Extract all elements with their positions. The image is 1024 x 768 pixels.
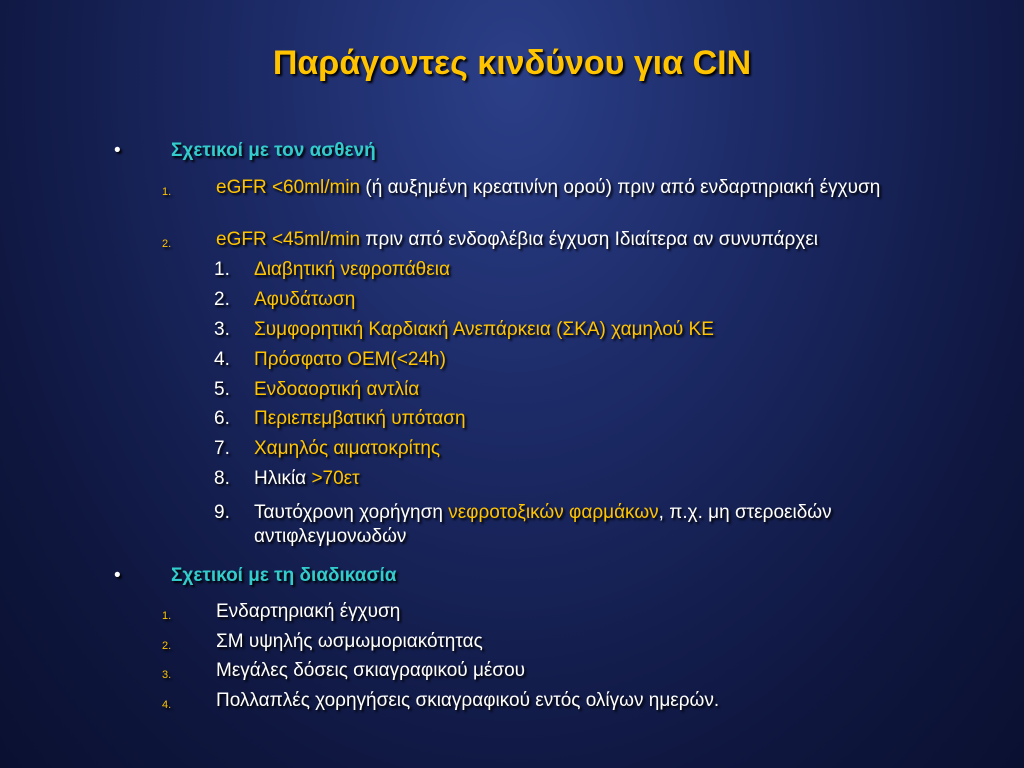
list-number: 2.: [162, 640, 172, 652]
sub-item-text: Αφυδάτωση: [254, 289, 356, 310]
list-number: 1.: [162, 186, 172, 198]
sub-list-number: 3.: [214, 319, 230, 340]
sub-item-text: Διαβητική νεφροπάθεια: [254, 259, 450, 280]
bullet-icon: •: [114, 140, 121, 161]
highlight-text: >70ετ: [311, 468, 360, 489]
list-number: 1.: [162, 610, 172, 622]
section-heading-text: Σχετικοί με τον ασθενή: [171, 140, 376, 161]
highlight-text: eGFR <45ml/min: [216, 229, 361, 250]
item-text: Ενδαρτηριακή έγχυση: [216, 601, 401, 622]
bullet-icon: •: [114, 565, 121, 586]
sub-item-text: Περιεπεμβατική υπόταση: [254, 408, 466, 429]
sub-list-number: 8.: [214, 468, 230, 489]
sub-list-number: 4.: [214, 349, 230, 370]
section-heading-text: Σχετικοί με τη διαδικασία: [171, 565, 397, 586]
sub-list-number: 9.: [214, 502, 230, 523]
sub-item-text: Συμφορητική Καρδιακή Ανεπάρκεια (ΣΚΑ) χαμηλού ΚΕ: [254, 319, 714, 340]
sub-list-number: 5.: [214, 379, 230, 400]
sub-list-number: 1.: [214, 259, 230, 280]
list-number: 4.: [162, 699, 172, 711]
sub-list-number: 2.: [214, 289, 230, 310]
highlight-text: νεφροτοξικών φαρμάκων: [448, 502, 659, 523]
item-text: Μεγάλες δόσεις σκιαγραφικού μέσου: [216, 660, 526, 681]
sub-item-text: , π.χ. μη στεροειδών αντιφλεγμονωδών: [254, 502, 832, 547]
item-text: (ή αυξημένη κρεατινίνη ορού) πριν από ενδαρτηριακή έγχυση: [360, 177, 881, 198]
sub-item-text: Χαμηλός αιματοκρίτης: [254, 438, 441, 459]
list-number: 2.: [162, 238, 172, 250]
sub-list-number: 7.: [214, 438, 230, 459]
item-text: Πολλαπλές χορηγήσεις σκιαγραφικού εντός ολίγων ημερών.: [216, 690, 720, 711]
item-text: ΣΜ υψηλής ωσμωμοριακότητας: [216, 631, 483, 652]
sub-item-text: Ταυτόχρονη χορήγηση: [254, 502, 449, 523]
sub-item-text: Πρόσφατο ΟΕΜ(<24h): [254, 349, 446, 370]
list-number: 3.: [162, 669, 172, 681]
item-text: πριν από ενδοφλέβια έγχυση Ιδιαίτερα αν συνυπάρχει: [360, 229, 819, 250]
slide-title: Παράγοντες κινδύνου για CIN: [272, 44, 752, 82]
highlight-text: eGFR <60ml/min: [216, 177, 361, 198]
sub-item-text: Ηλικία: [254, 468, 312, 489]
sub-item-text: Ενδοαορτική αντλία: [254, 379, 420, 400]
sub-list-number: 6.: [214, 408, 230, 429]
